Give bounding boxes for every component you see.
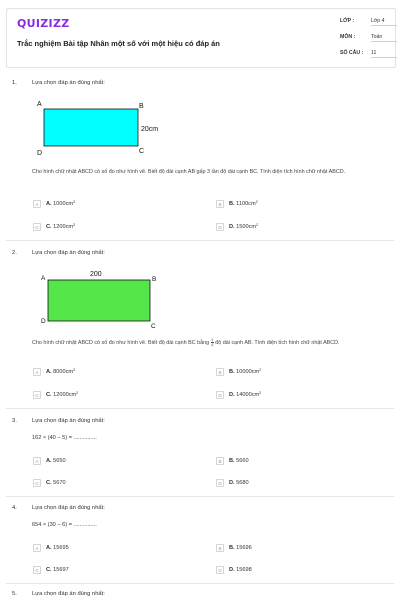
question-divider (6, 496, 394, 497)
option-a[interactable]: A A. $1000cm^2$ (33, 199, 75, 209)
question-number: 4. (12, 505, 17, 511)
rectangle-abcd (44, 109, 138, 146)
option-letter-box: B (216, 368, 224, 376)
vertex-d-label: D (41, 318, 46, 325)
option-letter-box: B (216, 544, 224, 552)
option-letter-box: C (33, 391, 41, 399)
option-c[interactable]: C C. $12000cm^2$ (33, 390, 78, 400)
vertex-c-label: C (151, 323, 156, 330)
option-letter-box: D (216, 391, 224, 399)
question-number: 2. (12, 250, 17, 256)
question-divider (6, 408, 394, 409)
option-a[interactable]: A A. 5650 (33, 456, 66, 466)
math-expression: 654 × (30 − 6) = ............... (32, 522, 97, 528)
vertex-b-label: B (152, 276, 157, 283)
option-a[interactable]: A A. 15695 (33, 543, 69, 553)
option-d[interactable]: D D. 15698 (216, 565, 252, 575)
option-c[interactable]: C C. 5670 (33, 478, 66, 488)
question-text: Cho hình chữ nhật ABCD có số đo như hình vẽ. Biết độ dài cạnh AB gấp 3 lần độ dài cạnh BC. Tính diện tích hình chữ nhật ABCD. (32, 169, 346, 175)
question-prompt: Lựa chọn đáp án đúng nhất: (32, 505, 105, 511)
subject-label: MÔN : (340, 34, 356, 40)
question-count-value: 11 (371, 50, 397, 58)
option-b[interactable]: B B. 5660 (216, 456, 249, 466)
question-prompt: Lựa chọn đáp án đúng nhất: (32, 250, 105, 256)
worksheet-header (6, 8, 396, 68)
question-prompt: Lựa chọn đáp án đúng nhất: (32, 80, 105, 86)
rectangle-figure-2 (34, 266, 164, 330)
rectangle-abcd (48, 280, 150, 321)
option-d[interactable]: D D. $14000cm^2$ (216, 390, 261, 400)
question-prompt: Lựa chọn đáp án đúng nhất: (32, 418, 105, 424)
vertex-a-label: A (41, 275, 46, 282)
question-number: 1. (12, 80, 17, 86)
question-prompt: Lựa chọn đáp án đúng nhất: (32, 591, 105, 597)
side-length-label: 200 (90, 271, 102, 278)
question-number: 3. (12, 418, 17, 424)
option-letter-box: A (33, 200, 41, 208)
option-letter-box: A (33, 368, 41, 376)
option-b[interactable]: B B. $10000cm^2$ (216, 367, 261, 377)
question-count-label: SỐ CÂU : (340, 50, 364, 56)
option-c[interactable]: C C. 15697 (33, 565, 69, 575)
option-letter-box: D (216, 479, 224, 487)
side-length-label: 20cm (141, 126, 159, 133)
vertex-b-label: B (139, 103, 144, 110)
math-expression: 162 × (40 − 5) = ............... (32, 435, 97, 441)
fraction: $\frac{1}{4}$ (211, 338, 214, 347)
quizizz-logo: QUIZIZZ (17, 17, 70, 30)
grade-label: LỚP : (340, 18, 355, 24)
option-b[interactable]: B B. $1100cm^2$ (216, 199, 258, 209)
vertex-a-label: A (37, 101, 42, 108)
option-letter-box: A (33, 457, 41, 465)
option-c[interactable]: C C. $1200cm^2$ (33, 222, 75, 232)
option-letter-box: B (216, 200, 224, 208)
option-letter-box: D (216, 223, 224, 231)
subject-value: Toán (371, 34, 397, 42)
vertex-d-label: D (37, 150, 43, 157)
option-letter-box: A (33, 544, 41, 552)
option-letter-box: C (33, 479, 41, 487)
option-letter-box: C (33, 566, 41, 574)
question-number: 5. (12, 591, 17, 597)
question-text: Cho hình chữ nhật ABCD có số đo như hình vẽ. Biết độ dài cạnh BC bằng $\frac{1}{4}$ độ dài cạnh AB. Tính diện tích hình chữ nhật ABCD. (32, 338, 340, 347)
option-letter-box: B (216, 457, 224, 465)
grade-value: Lớp 4 (371, 18, 397, 26)
option-b[interactable]: B B. 15696 (216, 543, 252, 553)
option-letter-box: D (216, 566, 224, 574)
question-divider (6, 240, 394, 241)
vertex-c-label: C (139, 148, 145, 155)
option-a[interactable]: A A. $8000cm^2$ (33, 367, 75, 377)
question-divider (6, 583, 394, 584)
rectangle-figure-1 (32, 98, 172, 160)
option-d[interactable]: D D. 5680 (216, 478, 249, 488)
option-letter-box: C (33, 223, 41, 231)
option-d[interactable]: D D. $1500cm^2$ (216, 222, 258, 232)
worksheet-title: Trắc nghiệm Bài tập Nhân một số với một hiệu có đáp án (17, 39, 220, 48)
